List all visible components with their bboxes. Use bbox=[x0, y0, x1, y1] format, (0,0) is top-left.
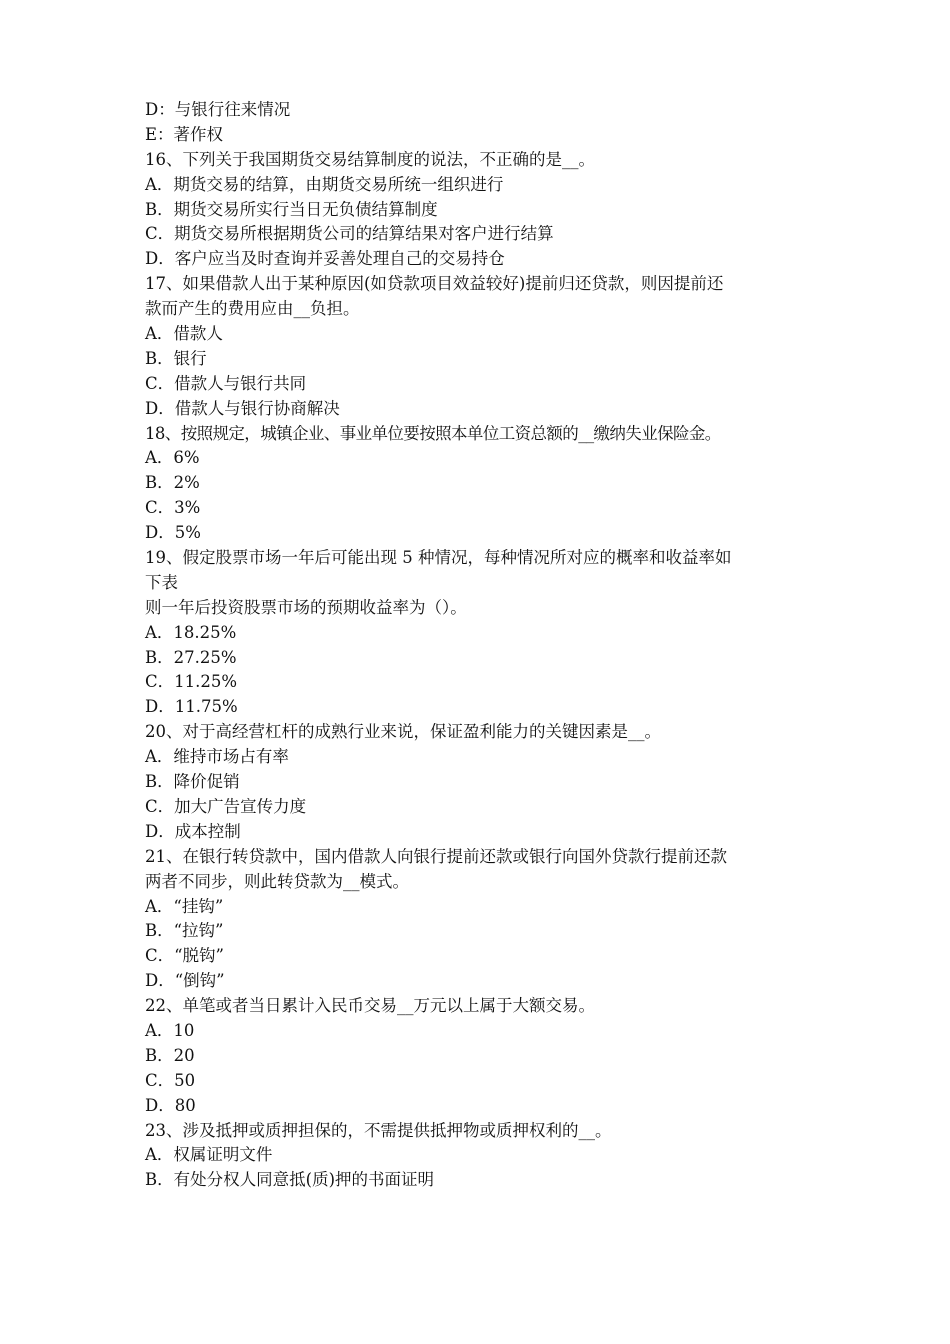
q16-option-c: C．期货交易所根据期货公司的结算结果对客户进行结算 bbox=[145, 224, 554, 244]
q21-option-a: A．“挂钩” bbox=[145, 896, 224, 916]
question-17-line-2: 款而产生的费用应由__负担。 bbox=[145, 299, 360, 319]
question-19-line-1: 19、假定股票市场一年后可能出现 5 种情况，每种情况所对应的概率和收益率如 bbox=[145, 548, 732, 568]
question-16: 16、下列关于我国期货交易结算制度的说法，不正确的是__。 bbox=[145, 149, 595, 169]
q17-option-d: D．借款人与银行协商解决 bbox=[145, 398, 340, 418]
question-22: 22、单笔或者当日累计入民币交易__万元以上属于大额交易。 bbox=[145, 996, 595, 1016]
q18-option-b: B．2% bbox=[145, 473, 200, 493]
q23-option-b: B．有处分权人同意抵(质)押的书面证明 bbox=[145, 1170, 434, 1190]
q19-option-c: C．11.25% bbox=[145, 672, 238, 692]
q21-option-d: D．“倒钩” bbox=[145, 971, 225, 991]
q23-option-a: A．权属证明文件 bbox=[145, 1145, 273, 1165]
question-19-line-2: 下表 bbox=[145, 572, 178, 592]
q20-option-b: B．降价促销 bbox=[145, 772, 240, 792]
q22-option-d: D．80 bbox=[145, 1095, 196, 1115]
question-18: 18、按照规定，城镇企业、事业单位要按照本单位工资总额的__缴纳失业保险金。 bbox=[145, 423, 721, 443]
q22-option-b: B．20 bbox=[145, 1045, 195, 1065]
document-page bbox=[145, 98, 815, 1193]
q17-option-c: C．借款人与银行共同 bbox=[145, 373, 307, 393]
q20-option-c: C．加大广告宣传力度 bbox=[145, 796, 307, 816]
q19-option-b: B．27.25% bbox=[145, 647, 237, 667]
q18-option-a: A．6% bbox=[145, 448, 200, 468]
q16-option-b: B．期货交易所实行当日无负债结算制度 bbox=[145, 199, 438, 219]
q21-option-b: B．“拉钩” bbox=[145, 921, 224, 941]
q20-option-d: D．成本控制 bbox=[145, 821, 241, 841]
q17-option-a: A．借款人 bbox=[145, 324, 223, 344]
question-23: 23、涉及抵押或质押担保的，不需提供抵押物或质押权利的__。 bbox=[145, 1120, 612, 1140]
q19-option-a: A．18.25% bbox=[145, 622, 237, 642]
question-21-line-1: 21、在银行转贷款中，国内借款人向银行提前还款或银行向国外贷款行提前还款 bbox=[145, 846, 727, 866]
question-19-line-3: 则一年后投资股票市场的预期收益率为（）。 bbox=[145, 597, 467, 617]
q18-option-d: D．5% bbox=[145, 523, 201, 543]
q20-option-a: A．维持市场占有率 bbox=[145, 747, 289, 767]
question-17-line-1: 17、如果借款人出于某种原因(如贷款项目效益较好)提前归还贷款，则因提前还 bbox=[145, 274, 724, 294]
question-20: 20、对于高经营杠杆的成熟行业来说，保证盈利能力的关键因素是__。 bbox=[145, 722, 661, 742]
q16-option-d: D．客户应当及时查询并妥善处理自己的交易持仓 bbox=[145, 249, 505, 269]
q22-option-c: C．50 bbox=[145, 1070, 196, 1090]
q22-option-a: A．10 bbox=[145, 1020, 195, 1040]
option-d-line: D：与银行往来情况 bbox=[145, 100, 291, 119]
question-21-line-2: 两者不同步，则此转贷款为__模式。 bbox=[145, 871, 409, 891]
q17-option-b: B．银行 bbox=[145, 348, 207, 368]
q21-option-c: C．“脱钩” bbox=[145, 946, 224, 966]
q16-option-a: A．期货交易的结算，由期货交易所统一组织进行 bbox=[145, 174, 504, 194]
q18-option-c: C．3% bbox=[145, 498, 201, 518]
q19-option-d: D．11.75% bbox=[145, 697, 238, 717]
option-e-line: E：著作权 bbox=[145, 124, 224, 144]
